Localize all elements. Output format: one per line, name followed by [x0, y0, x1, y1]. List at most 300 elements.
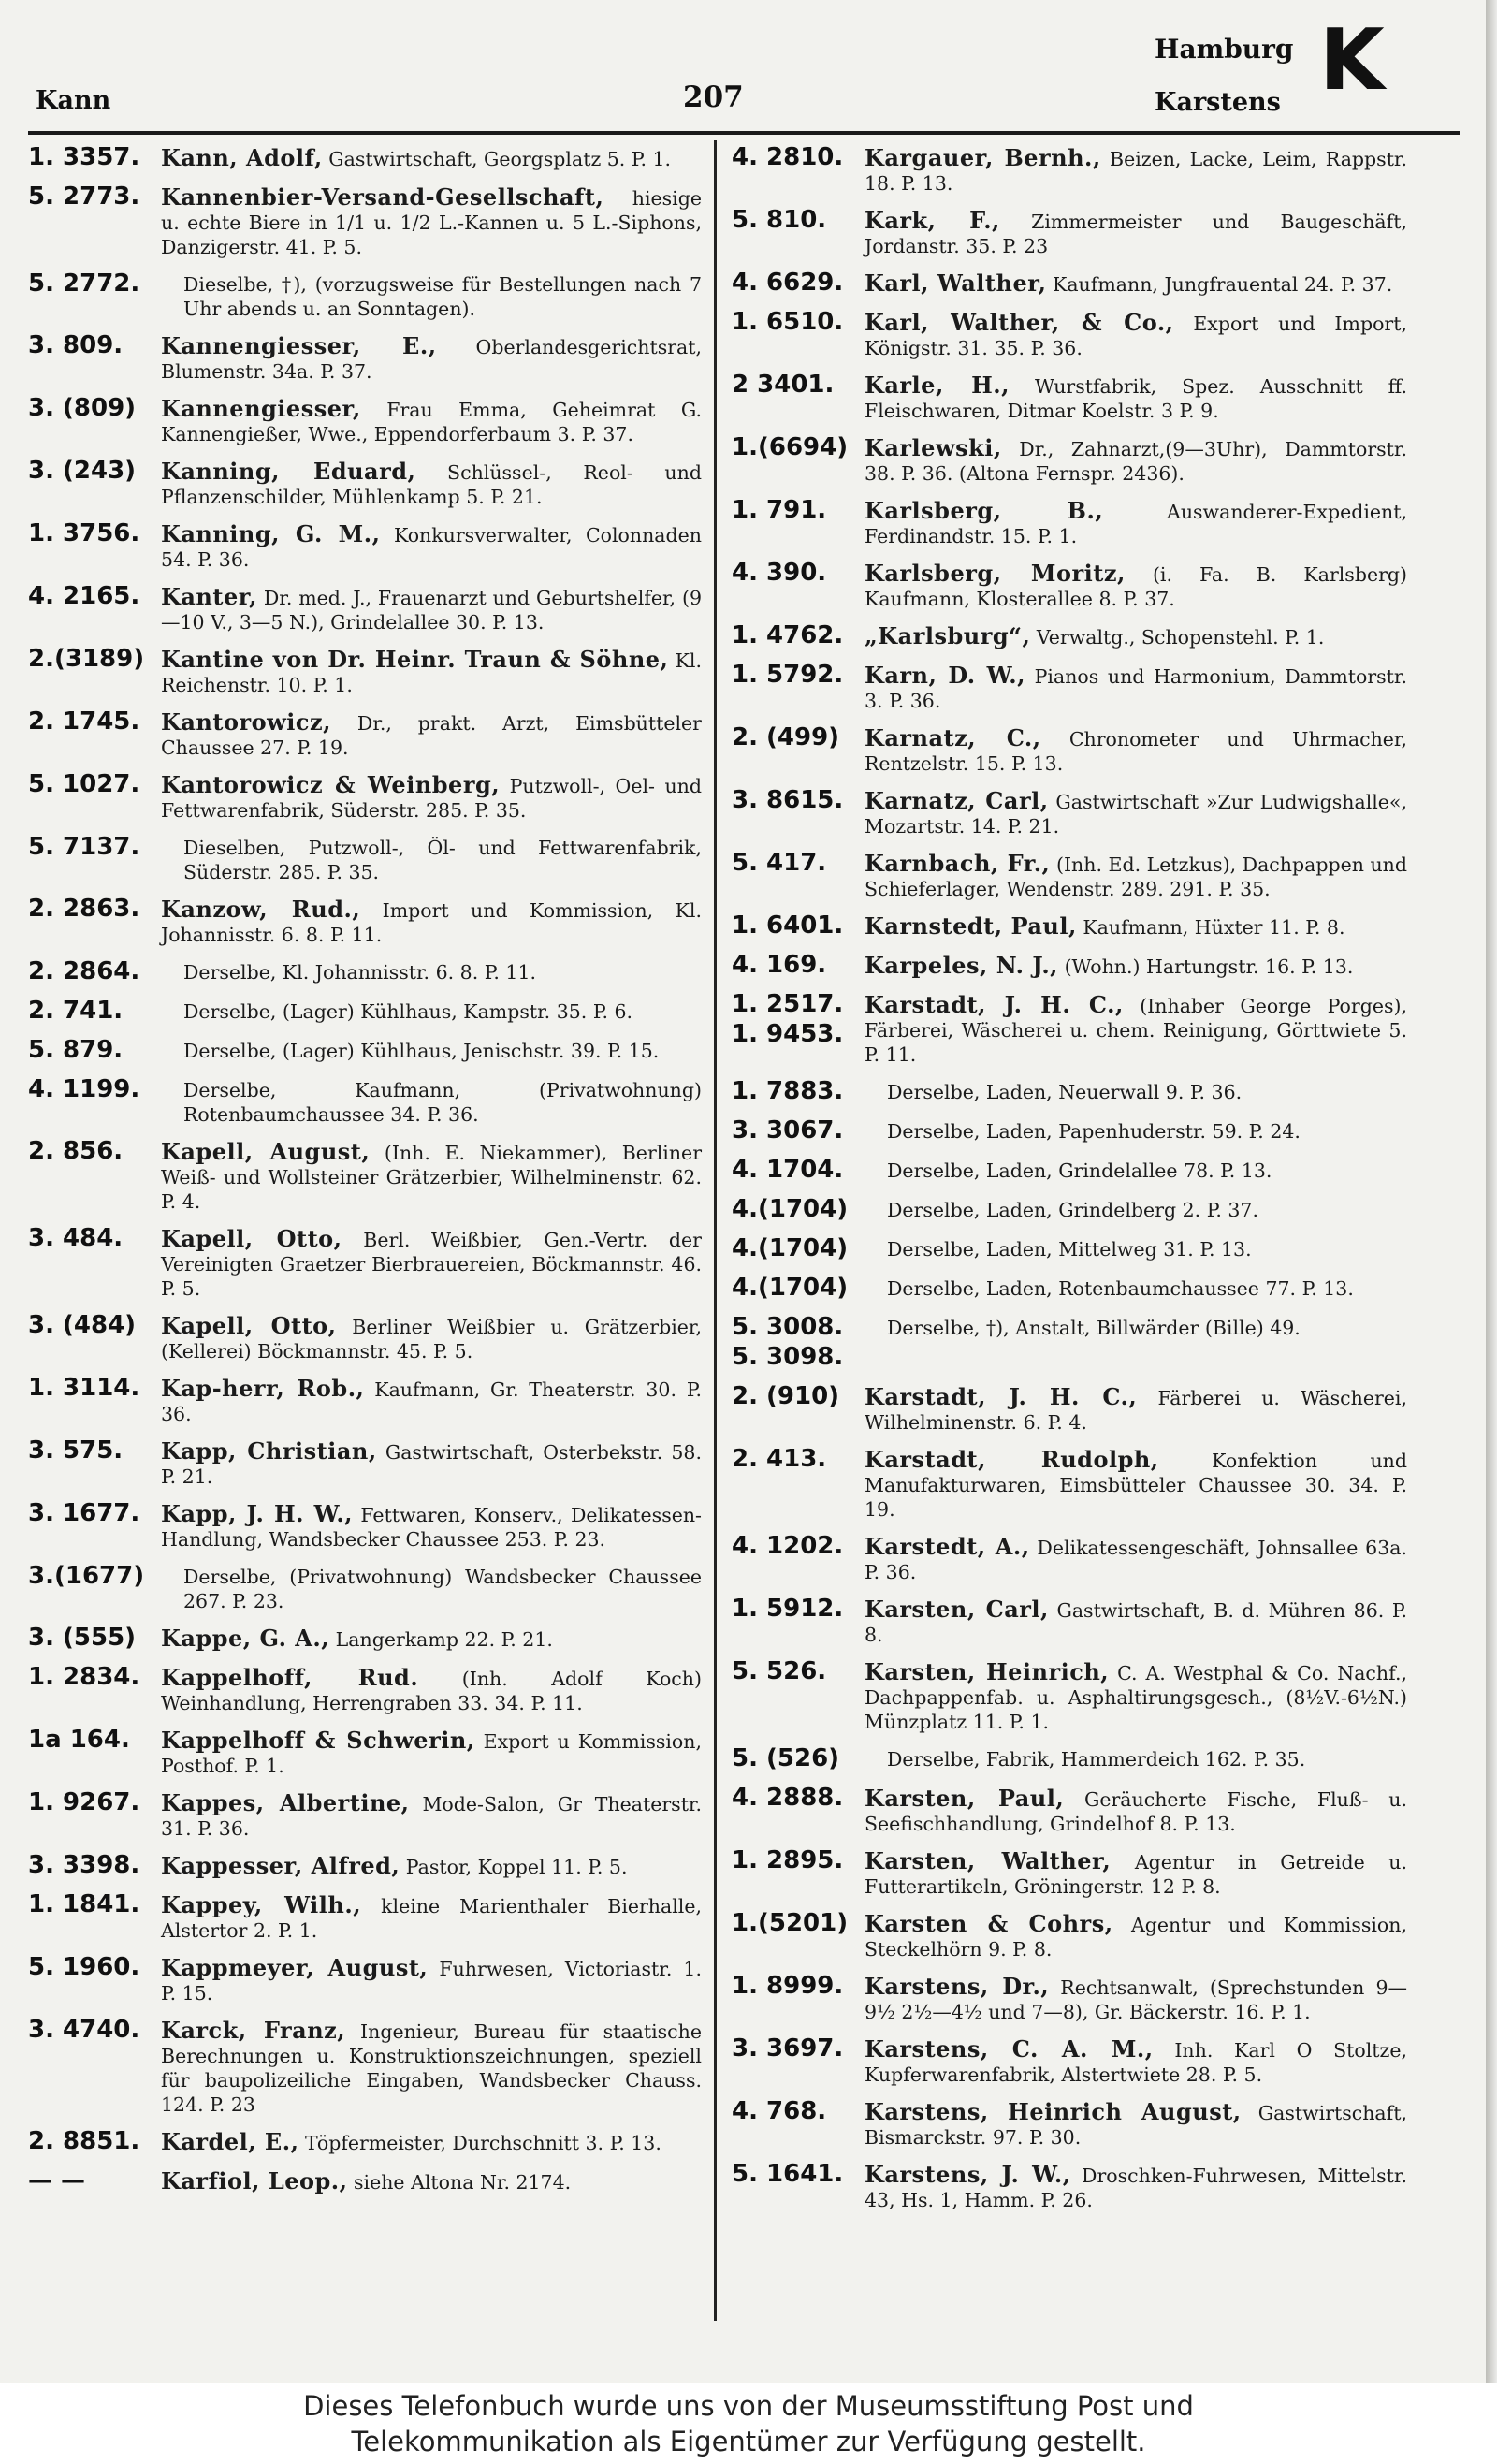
entry-text	[161, 1662, 702, 1715]
entry-details: Auswanderer-Expedient, Ferdinandstr. 15. P. 1.	[865, 501, 1407, 547]
entry-text	[865, 785, 1407, 838]
entry-details: Pianos und Harmonium, Dammtorstr. 3. P. 36.	[865, 665, 1407, 712]
directory-entry	[28, 2126, 702, 2156]
phone-number: 4. 6629.	[732, 269, 844, 297]
left-column	[28, 142, 702, 2205]
phone-number: 5. 2773.	[28, 182, 140, 211]
directory-entry	[732, 1444, 1407, 1522]
phone-number: 1. 5792.	[732, 661, 844, 689]
entry-details: Beizen, Lacke, Leim, Rappstr. 18. P. 13.	[865, 148, 1407, 195]
directory-entry	[732, 370, 1407, 423]
entry-details: Dr. med. J., Frauenarzt und Geburtshelfer, (9—10 V., 3—5 N.), Grindelallee 30. P. 13.	[161, 587, 702, 634]
directory-entry	[732, 1155, 1407, 1185]
phone-number: 4.(1704)	[732, 1274, 849, 1302]
entry-text	[865, 1312, 1407, 1340]
entry-text	[865, 1273, 1407, 1301]
entry-name: Karfiol, Leop.,	[161, 2167, 348, 2194]
entry-details: Agentur und Kommission, Steckelhörn 9. P. 8.	[865, 1914, 1407, 1961]
directory-entry	[732, 950, 1407, 980]
phone-number: 2. 1745.	[28, 707, 140, 736]
header-letter: K	[1319, 11, 1385, 109]
header-first-entry: Kann	[36, 86, 111, 115]
phone-number: 3. 4740.	[28, 2016, 140, 2044]
entry-details: Langerkamp 22. P. 21.	[335, 1628, 553, 1651]
directory-entry	[28, 1662, 702, 1715]
directory-entry	[28, 644, 702, 697]
phone-number: 1. 5912.	[732, 1595, 844, 1623]
entry-text	[865, 660, 1407, 713]
entry-details: Gastwirtschaft, B. d. Mühren 86. P. 8.	[865, 1599, 1407, 1646]
directory-entry	[732, 307, 1407, 360]
phone-number: 1. 3357.	[28, 143, 140, 171]
directory-entry	[28, 956, 702, 986]
entry-name: Karstadt, J. H. C.,	[865, 1383, 1138, 1410]
directory-entry	[732, 660, 1407, 713]
entry-details: Derselbe, Fabrik, Hammerdeich 162. P. 35.	[887, 1748, 1306, 1771]
entry-details: Ingenieur, Bureau für staatische Berechnungen u. Konstruktionszeichnungen, speziell für baupolizeiliche Eingaben, Wandsbecker Chauss. 124. P. 23	[161, 2020, 702, 2116]
entry-name: Kanzow, Rud.,	[161, 896, 361, 923]
entry-name: Kantorowicz & Weinberg,	[161, 771, 501, 798]
entry-details: Kaufmann, Gr. Theaterstr. 30. P. 36.	[161, 1378, 702, 1425]
entry-text	[161, 1850, 702, 1879]
directory-entry	[732, 620, 1407, 650]
phone-number: 4. 2810.	[732, 143, 844, 171]
entry-details: Färberei u. Wäscherei, Wilhelminenstr. 6. P. 4.	[865, 1387, 1407, 1434]
entry-text	[161, 1952, 702, 2005]
entry-details: Dieselbe, †), (vorzugsweise für Bestellungen nach 7 Uhr abends u. an Sonntagen).	[183, 273, 702, 320]
phone-number: 3. (243)	[28, 457, 137, 485]
directory-entry	[732, 1971, 1407, 2024]
entry-text	[865, 2096, 1407, 2150]
entry-text	[865, 2159, 1407, 2212]
directory-entry	[28, 2015, 702, 2117]
directory-entry	[732, 1233, 1407, 1263]
entry-text	[161, 581, 702, 634]
phone-number: 3. 8615.	[732, 786, 844, 814]
entry-name: Karstens, Heinrich August,	[865, 2098, 1242, 2125]
entry-details: Fettwaren, Konserv., Delikatessen-Handlung, Wandsbecker Chaussee 253. P. 23.	[161, 1504, 702, 1551]
directory-entry	[28, 1035, 702, 1065]
phone-number: 3. 3067.	[732, 1116, 844, 1145]
phone-number: 3. (484)	[28, 1311, 137, 1339]
entry-name: Kargauer, Bernh.,	[865, 144, 1101, 171]
entry-name: Kappelhoff, Rud.	[161, 1664, 419, 1691]
entry-details: Konkursverwalter, Colonnaden 54. P. 36.	[161, 524, 702, 571]
directory-entry	[732, 722, 1407, 776]
entry-details: Rechtsanwalt, (Sprechstunden 9—9½ 2½—4½ und 7—8), Gr. Bäckerstr. 16. P. 1.	[865, 1976, 1407, 2023]
entry-text	[865, 1971, 1407, 2024]
phone-number: 4. 1704.	[732, 1156, 844, 1184]
phone-number: 4. 169.	[732, 951, 827, 979]
phone-number: 3. 809.	[28, 331, 124, 359]
phone-number: 4. 2888.	[732, 1784, 844, 1812]
header-last-entry: Karstens	[1155, 88, 1281, 117]
directory-entry	[28, 1623, 702, 1653]
phone-number: 1. 2895.	[732, 1846, 844, 1874]
entry-details: Gastwirtschaft, Bismarckstr. 97. P. 30.	[865, 2102, 1407, 2149]
entry-details: Berliner Weißbier u. Grätzerbier, (Kellerei) Böckmannstr. 45. P. 5.	[161, 1316, 702, 1363]
phone-number: 4. 768.	[732, 2097, 827, 2125]
directory-entry	[732, 1783, 1407, 1836]
directory-entry	[732, 1908, 1407, 1961]
entry-details: Verwaltg., Schopenstehl. P. 1.	[1036, 626, 1325, 649]
entry-details: Derselbe, Kl. Johannisstr. 6. 8. P. 11.	[183, 961, 536, 984]
phone-number: 4. 2165.	[28, 582, 140, 610]
entry-details: Derselbe, (Lager) Kühlhaus, Jenischstr. 39. P. 15.	[183, 1040, 660, 1062]
directory-entry	[732, 1743, 1407, 1773]
entry-details: Wurstfabrik, Spez. Ausschnitt ff. Fleischwaren, Ditmar Koelstr. 3 P. 9.	[865, 375, 1407, 422]
entry-details: Droschken-Fuhrwesen, Mittelstr. 43, Hs. 1, Hamm. P. 26.	[865, 2165, 1407, 2211]
entry-details: Pastor, Koppel 11. P. 5.	[405, 1856, 628, 1878]
entry-details: Kaufmann, Jungfrauental 24. P. 37.	[1053, 273, 1393, 296]
phone-number: 3. 484.	[28, 1224, 124, 1252]
phone-number: 2. 856.	[28, 1137, 124, 1165]
entry-text	[161, 1074, 702, 1127]
entry-details: Inh. Karl O Stoltze, Kupferwarenfabrik, Alstertwiete 28. P. 5.	[865, 2039, 1407, 2086]
entry-name: Karstens, Dr.,	[865, 1973, 1050, 2000]
entry-details: Kaufmann, Hüxter 11. P. 8.	[1083, 916, 1345, 939]
entry-name: Kantine von Dr. Heinr. Traun & Söhne,	[161, 646, 669, 673]
entry-text	[865, 911, 1407, 940]
directory-entry	[28, 1561, 702, 1613]
phone-number: 1a 164.	[28, 1726, 130, 1754]
phone-number: 2. 2864.	[28, 957, 140, 985]
directory-entry	[28, 832, 702, 884]
entry-details: Frau Emma, Geheimrat G. Kannengießer, Wwe., Eppendorferbaum 3. P. 37.	[161, 399, 702, 445]
entry-name: Karlsberg, B.,	[865, 497, 1104, 524]
entry-details: Derselbe, Laden, Papenhuderstr. 59. P. 24.	[887, 1120, 1301, 1143]
directory-entry	[28, 2165, 702, 2195]
phone-number: 2.(3189)	[28, 645, 145, 673]
entry-name: Karnatz, Carl,	[865, 787, 1049, 814]
entry-details: (i. Fa. B. Karlsberg) Kaufmann, Klosterallee 8. P. 37.	[865, 563, 1407, 610]
entry-name: Kapp, Christian,	[161, 1437, 377, 1465]
directory-entry	[28, 581, 702, 634]
entry-text	[161, 456, 702, 509]
phone-number: 1. 2834.	[28, 1663, 140, 1691]
entry-text	[161, 956, 702, 984]
phone-number: 5. (526)	[732, 1744, 840, 1772]
entry-text	[161, 894, 702, 947]
directory-entry	[28, 1136, 702, 1214]
entry-name: Karle, H.,	[865, 372, 1010, 399]
entry-text	[865, 1194, 1407, 1222]
directory-entry	[732, 989, 1407, 1067]
header-rule	[28, 131, 1460, 135]
directory-entry	[732, 1076, 1407, 1106]
entry-details: Derselbe, Laden, Mittelweg 31. P. 13.	[887, 1238, 1252, 1261]
entry-text	[865, 268, 1407, 297]
directory-entry	[28, 393, 702, 446]
entry-name: Karlewski,	[865, 434, 1002, 461]
entry-name: Kannenbier-Versand-Gesellschaft,	[161, 183, 604, 211]
entry-details: Agentur in Getreide u. Futterartikeln, Gröningerstr. 12 P. 8.	[865, 1851, 1407, 1898]
entry-details: Geräucherte Fische, Fluß- u. Seefischhandlung, Grindelhof 8. P. 13.	[865, 1788, 1407, 1835]
phone-number: 1. 6401.	[732, 911, 844, 940]
entry-name: Karl, Walther, & Co.,	[865, 309, 1174, 336]
entry-details: Zimmermeister und Baugeschäft, Jordanstr. 35. P. 23	[865, 211, 1407, 257]
entry-text	[865, 432, 1407, 486]
entry-text	[865, 1076, 1407, 1104]
directory-entry	[28, 769, 702, 823]
directory-entry	[28, 269, 702, 321]
phone-number: 5. 7137.	[28, 833, 140, 861]
entry-name: Karstadt, J. H. C.,	[865, 991, 1124, 1018]
phone-number: 2. 413.	[732, 1445, 827, 1473]
entry-text	[161, 142, 702, 171]
entry-name: Kapell, August,	[161, 1138, 371, 1165]
phone-number: — —	[28, 2166, 86, 2194]
entry-details: Dr., prakt. Arzt, Eimsbütteler Chaussee 27. P. 19.	[161, 712, 702, 759]
phone-number: 1. 9267.	[28, 1788, 140, 1816]
entry-name: Kanning, Eduard,	[161, 458, 416, 485]
phone-number: 3. (555)	[28, 1624, 137, 1652]
phone-number: 4.(1704)	[732, 1195, 849, 1223]
phone-number: 1. 1841.	[28, 1890, 140, 1918]
entry-name: Kannengiesser,	[161, 395, 361, 422]
entry-details: Fuhrwesen, Victoriastr. 1. P. 15.	[161, 1958, 702, 2005]
phone-number: 2. 741.	[28, 997, 124, 1025]
directory-entry	[732, 1845, 1407, 1899]
entry-details: siehe Altona Nr. 2174.	[354, 2171, 572, 2194]
directory-entry	[732, 848, 1407, 901]
entry-text	[161, 1623, 702, 1652]
entry-text	[865, 1115, 1407, 1144]
entry-text	[161, 769, 702, 823]
phone-number: 2. 2863.	[28, 895, 140, 923]
directory-entry	[732, 1273, 1407, 1303]
entry-text	[865, 1381, 1407, 1435]
entry-name: „Karlsburg“,	[865, 622, 1031, 649]
entry-text	[865, 620, 1407, 649]
entry-name: Kappelhoff & Schwerin,	[161, 1727, 475, 1754]
directory-entry	[732, 2034, 1407, 2087]
entry-details: Delikatessengeschäft, Johnsallee 63a. P. 36.	[865, 1537, 1407, 1583]
phone-number: 2. (499)	[732, 723, 840, 751]
phone-number: 5. 526.	[732, 1657, 827, 1685]
page-number: 207	[683, 80, 744, 114]
directory-entry	[28, 1850, 702, 1880]
footer-note	[0, 2383, 1497, 2464]
entry-name: Karstedt, A.,	[865, 1533, 1030, 1560]
entry-name: Karsten, Walther,	[865, 1847, 1112, 1874]
directory-entry	[732, 1656, 1407, 1734]
entry-text	[161, 832, 702, 884]
entry-details: Derselbe, †), Anstalt, Billwärder (Bille) 49.	[887, 1317, 1301, 1339]
entry-name: Karl, Walther,	[865, 270, 1047, 297]
entry-name: Karnstedt, Paul,	[865, 912, 1077, 940]
entry-name: Kappesser, Alfred,	[161, 1852, 400, 1879]
phone-number: 3. 3398.	[28, 1851, 140, 1879]
entry-text	[865, 1594, 1407, 1647]
entry-details: Gastwirtschaft, Georgsplatz 5. P. 1.	[328, 148, 672, 170]
directory-entry	[732, 1594, 1407, 1647]
entry-details: Derselbe, (Lager) Kühlhaus, Kampstr. 35. P. 6.	[183, 1000, 633, 1023]
entry-name: Kappes, Albertine,	[161, 1789, 410, 1816]
directory-entry	[732, 205, 1407, 258]
entry-text	[865, 142, 1407, 196]
entry-name: Kapell, Otto,	[161, 1225, 342, 1252]
entry-text	[161, 1436, 702, 1489]
entry-details: Derselbe, Laden, Neuerwall 9. P. 36.	[887, 1081, 1243, 1103]
phone-number: 5. 810.	[732, 206, 827, 234]
entry-name: Kap-herr, Rob.,	[161, 1375, 365, 1402]
phone-number: 5. 1960.	[28, 1953, 140, 1981]
entry-name: Kannengiesser, E.,	[161, 332, 437, 359]
entry-details: Konfektion und Manufakturwaren, Eimsbütteler Chaussee 30. 34. P. 19.	[865, 1450, 1407, 1521]
entry-details: Schlüssel-, Reol- und Pflanzenschilder, Mühlenkamp 5. P. 21.	[161, 461, 702, 508]
phone-number: 5. 3008. 5. 3098.	[732, 1313, 844, 1371]
entry-text	[161, 182, 702, 259]
entry-details: Oberlandesgerichtsrat, Blumenstr. 34a. P. 37.	[161, 336, 702, 383]
directory-entry	[28, 182, 702, 259]
phone-number: 3.(1677)	[28, 1562, 145, 1590]
directory-entry	[732, 1312, 1407, 1372]
entry-name: Kappey, Wilh.,	[161, 1891, 362, 1918]
entry-name: Kardel, E.,	[161, 2128, 299, 2155]
phone-number: 3. (809)	[28, 394, 137, 422]
directory-entry	[28, 1223, 702, 1301]
entry-details: Derselbe, Laden, Grindelberg 2. P. 37.	[887, 1199, 1258, 1221]
entry-name: Karsten, Heinrich,	[865, 1658, 1110, 1685]
entry-name: Kapell, Otto,	[161, 1312, 337, 1339]
entry-name: Karsten & Cohrs,	[865, 1910, 1113, 1937]
entry-text	[865, 989, 1407, 1067]
entry-details: Kl. Reichenstr. 10. P. 1.	[161, 649, 702, 696]
entry-details: Export und Import, Königstr. 31. 35. P. 36.	[865, 313, 1407, 359]
directory-entry	[28, 996, 702, 1026]
phone-number: 4. 1202.	[732, 1532, 844, 1560]
entry-name: Kark, F.,	[865, 207, 1000, 234]
directory-entry	[28, 1074, 702, 1127]
phone-number: 5. 1027.	[28, 770, 140, 798]
entry-text	[865, 495, 1407, 548]
entry-details: Chronometer und Uhrmacher, Rentzelstr. 15. P. 13.	[865, 728, 1407, 775]
directory-entry	[732, 1381, 1407, 1435]
directory-entry	[28, 142, 702, 172]
entry-name: Karck, Franz,	[161, 2017, 346, 2044]
entry-name: Kantorowicz,	[161, 708, 331, 736]
entry-text	[161, 1498, 702, 1552]
directory-entry	[28, 1889, 702, 1943]
entry-name: Karsten, Paul,	[865, 1785, 1065, 1812]
entry-details: hiesige u. echte Biere in 1/1 u. 1/2 L.-Kannen u. 5 L.-Siphons, Danzigerstr. 41. P. 5.	[161, 187, 702, 258]
directory-entry	[28, 894, 702, 947]
entry-name: Karstadt, Rudolph,	[865, 1446, 1159, 1473]
entry-details: Derselbe, Laden, Grindelallee 78. P. 13.	[887, 1159, 1272, 1182]
entry-text	[161, 393, 702, 446]
directory-entry	[28, 1787, 702, 1841]
entry-details: kleine Marienthaler Bierhalle, Alstertor 2. P. 1.	[161, 1895, 702, 1942]
entry-name: Kapp, J. H. W.,	[161, 1500, 354, 1527]
entry-text	[865, 848, 1407, 901]
directory-entry	[732, 2096, 1407, 2150]
entry-text	[161, 1136, 702, 1214]
directory-entry	[732, 495, 1407, 548]
entry-details: Derselbe, Laden, Rotenbaumchaussee 77. P. 13.	[887, 1277, 1354, 1300]
entry-text	[865, 1444, 1407, 1522]
phone-number: 1. 7883.	[732, 1077, 844, 1105]
directory-entry	[732, 911, 1407, 940]
entry-details: Import und Kommission, Kl. Johannisstr. 6. 8. P. 11.	[161, 899, 702, 946]
phone-number: 1. 791.	[732, 496, 827, 524]
directory-entry	[732, 2159, 1407, 2212]
entry-text	[161, 1561, 702, 1613]
entry-details: Gastwirtschaft »Zur Ludwigshalle«, Mozartstr. 14. P. 21.	[865, 791, 1407, 838]
entry-text	[865, 1656, 1407, 1734]
directory-entry	[28, 330, 702, 384]
entry-details: (Wohn.) Hartungstr. 16. P. 13.	[1064, 955, 1354, 978]
entry-text	[161, 2126, 702, 2155]
entry-details: Dr., Zahnarzt,(9—3Uhr), Dammtorstr. 38. P. 36. (Altona Fernspr. 2436).	[865, 438, 1407, 485]
entry-name: Karsten, Carl,	[865, 1596, 1049, 1623]
directory-entry	[732, 558, 1407, 611]
entry-text	[161, 644, 702, 697]
entry-text	[161, 518, 702, 572]
directory-entry	[732, 142, 1407, 196]
phone-number: 4. 1199.	[28, 1075, 140, 1103]
entry-name: Karlsberg, Moritz,	[865, 560, 1126, 587]
entry-text	[865, 558, 1407, 611]
entry-text	[865, 722, 1407, 776]
entry-details: Putzwoll-, Oel- und Fettwarenfabrik, Süderstr. 285. P. 35.	[161, 775, 702, 822]
entry-name: Kanning, G. M.,	[161, 520, 381, 547]
entry-text	[161, 269, 702, 321]
column-divider	[714, 140, 717, 2321]
entry-text	[161, 1889, 702, 1943]
phone-number: 2 3401.	[732, 371, 835, 399]
phone-number: 5. 417.	[732, 849, 827, 877]
phone-number: 3. 1677.	[28, 1499, 140, 1527]
directory-entry	[732, 1531, 1407, 1584]
entry-details: Dieselben, Putzwoll-, Öl- und Fettwarenfabrik, Süderstr. 285. P. 35.	[183, 837, 702, 883]
phone-number: 1. 8999.	[732, 1972, 844, 2000]
entry-name: Karn, D. W.,	[865, 662, 1026, 689]
phone-number: 1.(5201)	[732, 1909, 849, 1937]
entry-name: Karnbach, Fr.,	[865, 850, 1051, 877]
entry-text	[161, 707, 702, 760]
entry-text	[865, 1155, 1407, 1183]
entry-text	[865, 2034, 1407, 2087]
entry-name: Karstens, J. W.,	[865, 2161, 1071, 2188]
directory-entry	[28, 1310, 702, 1363]
directory-entry	[732, 432, 1407, 486]
entry-text	[865, 205, 1407, 258]
entry-name: Kann, Adolf,	[161, 144, 323, 171]
entry-details: Töpfermeister, Durchschnitt 3. P. 13.	[304, 2132, 661, 2154]
entry-text	[161, 1787, 702, 1841]
entry-details: (Inh. Adolf Koch) Weinhandlung, Herrengraben 33. 34. P. 11.	[161, 1668, 702, 1714]
directory-entry	[732, 1194, 1407, 1224]
entry-details: C. A. Westphal & Co. Nachf., Dachpappenfab. u. Asphaltirungsgesch., (8½V.-6½N.) Münzplatz 11. P. 1.	[865, 1662, 1407, 1733]
phone-number: 1. 6510.	[732, 308, 844, 336]
directory-entry	[28, 1373, 702, 1426]
phone-number: 4. 390.	[732, 559, 827, 587]
phone-number: 3. 575.	[28, 1436, 124, 1465]
directory-entry	[28, 1436, 702, 1489]
phone-number: 4.(1704)	[732, 1234, 849, 1262]
entry-details: Derselbe, (Privatwohnung) Wandsbecker Chaussee 267. P. 23.	[183, 1566, 702, 1612]
entry-text	[865, 1908, 1407, 1961]
entry-text	[161, 2015, 702, 2117]
footer-line-2: Telekommunikation als Eigentümer zur Verfügung gestellt.	[351, 2426, 1146, 2457]
phone-number: 1. 2517. 1. 9453.	[732, 990, 844, 1048]
entry-name: Karnatz, C.,	[865, 724, 1041, 751]
phone-number: 1. 4762.	[732, 621, 844, 649]
phone-number: 5. 879.	[28, 1036, 124, 1064]
directory-entry	[732, 785, 1407, 838]
directory-entry	[28, 1498, 702, 1552]
